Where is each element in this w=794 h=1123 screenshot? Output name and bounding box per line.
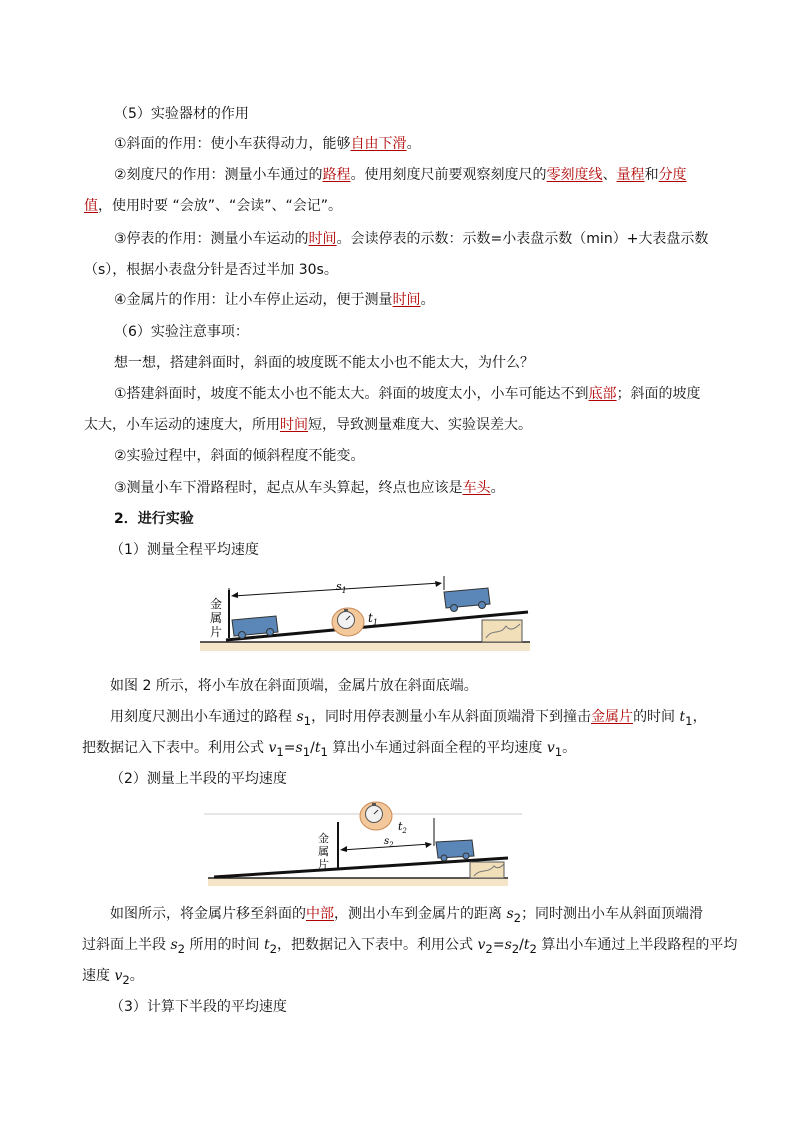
metal-piece-line: ④金属片的作用：让小车停止运动，便于测量时间。 <box>114 292 435 308</box>
stopwatch-hand-1 <box>332 608 364 636</box>
s1-label: $s_1$ <box>336 580 347 595</box>
incline-line: ①斜面的作用：使小车获得动力，能够自由下滑。 <box>114 136 421 152</box>
t2-label: $t_2$ <box>398 820 407 835</box>
metal-label-1: 金 <box>318 832 329 845</box>
sub2-heading: （2）测量上半段的平均速度 <box>110 771 287 787</box>
stopwatch-hand-2 <box>360 802 392 830</box>
ground <box>208 878 508 886</box>
para-measure-s1: 用刻度尺测出小车通过的路程 $s_1$，同时用停表测量小车从斜面顶端滑下到撞击金属片的时间 $t_1$， <box>110 709 707 728</box>
note2-line: ②实验过程中，斜面的倾斜程度不能变。 <box>114 448 365 464</box>
para-fig2: 如图 2 所示，将小车放在斜面顶端，金属片放在斜面底端。 <box>110 678 478 694</box>
metal-label-3: 片 <box>318 858 329 871</box>
stopwatch-line: ③停表的作用：测量小车运动的时间。会读停表的示数：示数=小表盘示数（min）+大表盘示数 <box>114 231 709 247</box>
ground <box>200 642 530 651</box>
note3-line: ③测量小车下滑路程时，起点从车头算起，终点也应该是车头。 <box>114 480 505 496</box>
stopwatch-line-cont: （s），根据小表盘分针是否过半加 30s。 <box>84 262 338 278</box>
s2-label: $s_2$ <box>384 836 394 849</box>
incline-surface <box>214 858 508 877</box>
para-formula-v2-cont: 速度 $v_2$。 <box>82 968 144 987</box>
para-midpoint: 如图所示，将金属片移至斜面的中部，测出小车到金属片的距离 $s_2$；同时测出小车从斜面顶端滑 <box>110 906 704 925</box>
metal-label-3: 片 <box>210 625 223 639</box>
metal-label-2: 属 <box>318 845 329 858</box>
cart-top <box>444 588 490 612</box>
note1-line-cont: 太大，小车运动的速度大，所用时间短，导致测量难度大、实验误差大。 <box>84 417 532 433</box>
para-formula-v2: 过斜面上半段 $s_2$ 所用的时间 $t_2$，把数据记入下表中。利用公式 $v_2=s_2/t_2$ 算出小车通过上半段路程的平均 <box>82 937 738 956</box>
section5-heading: （5）实验器材的作用 <box>114 106 249 122</box>
think-question: 想一想，搭建斜面时，斜面的坡度既不能太小也不能太大，为什么？ <box>114 355 534 371</box>
figure-upper-half <box>200 796 526 888</box>
support-block <box>482 620 522 642</box>
cart-top <box>436 840 474 861</box>
section6-heading: （6）实验注意事项： <box>114 324 249 340</box>
sub1-heading: （1）测量全程平均速度 <box>110 542 259 558</box>
t1-label: $t_1$ <box>368 611 378 627</box>
sub3-heading: （3）计算下半段的平均速度 <box>110 999 287 1015</box>
note1-line: ①搭建斜面时，坡度不能太小也不能太大。斜面的坡度太小，小车可能达不到底部；斜面的坡度 <box>114 386 701 402</box>
ruler-line: ②刻度尺的作用：测量小车通过的路程。使用刻度尺前要观察刻度尺的零刻度线、量程和分度 <box>114 167 687 183</box>
metal-label-1: 金 <box>210 597 223 611</box>
ruler-line-cont: 值，使用时要 “会放”、“会读”、“会记”。 <box>84 198 342 214</box>
para-formula-v1: 把数据记入下表中。利用公式 $v_1=s_1/t_1$ 算出小车通过斜面全程的平均速度 $v_1$。 <box>82 740 577 759</box>
cart-bottom <box>232 616 278 639</box>
figure-full-incline <box>200 572 536 654</box>
metal-label-2: 属 <box>210 611 223 625</box>
experiment-heading: 2．进行实验 <box>114 511 194 527</box>
